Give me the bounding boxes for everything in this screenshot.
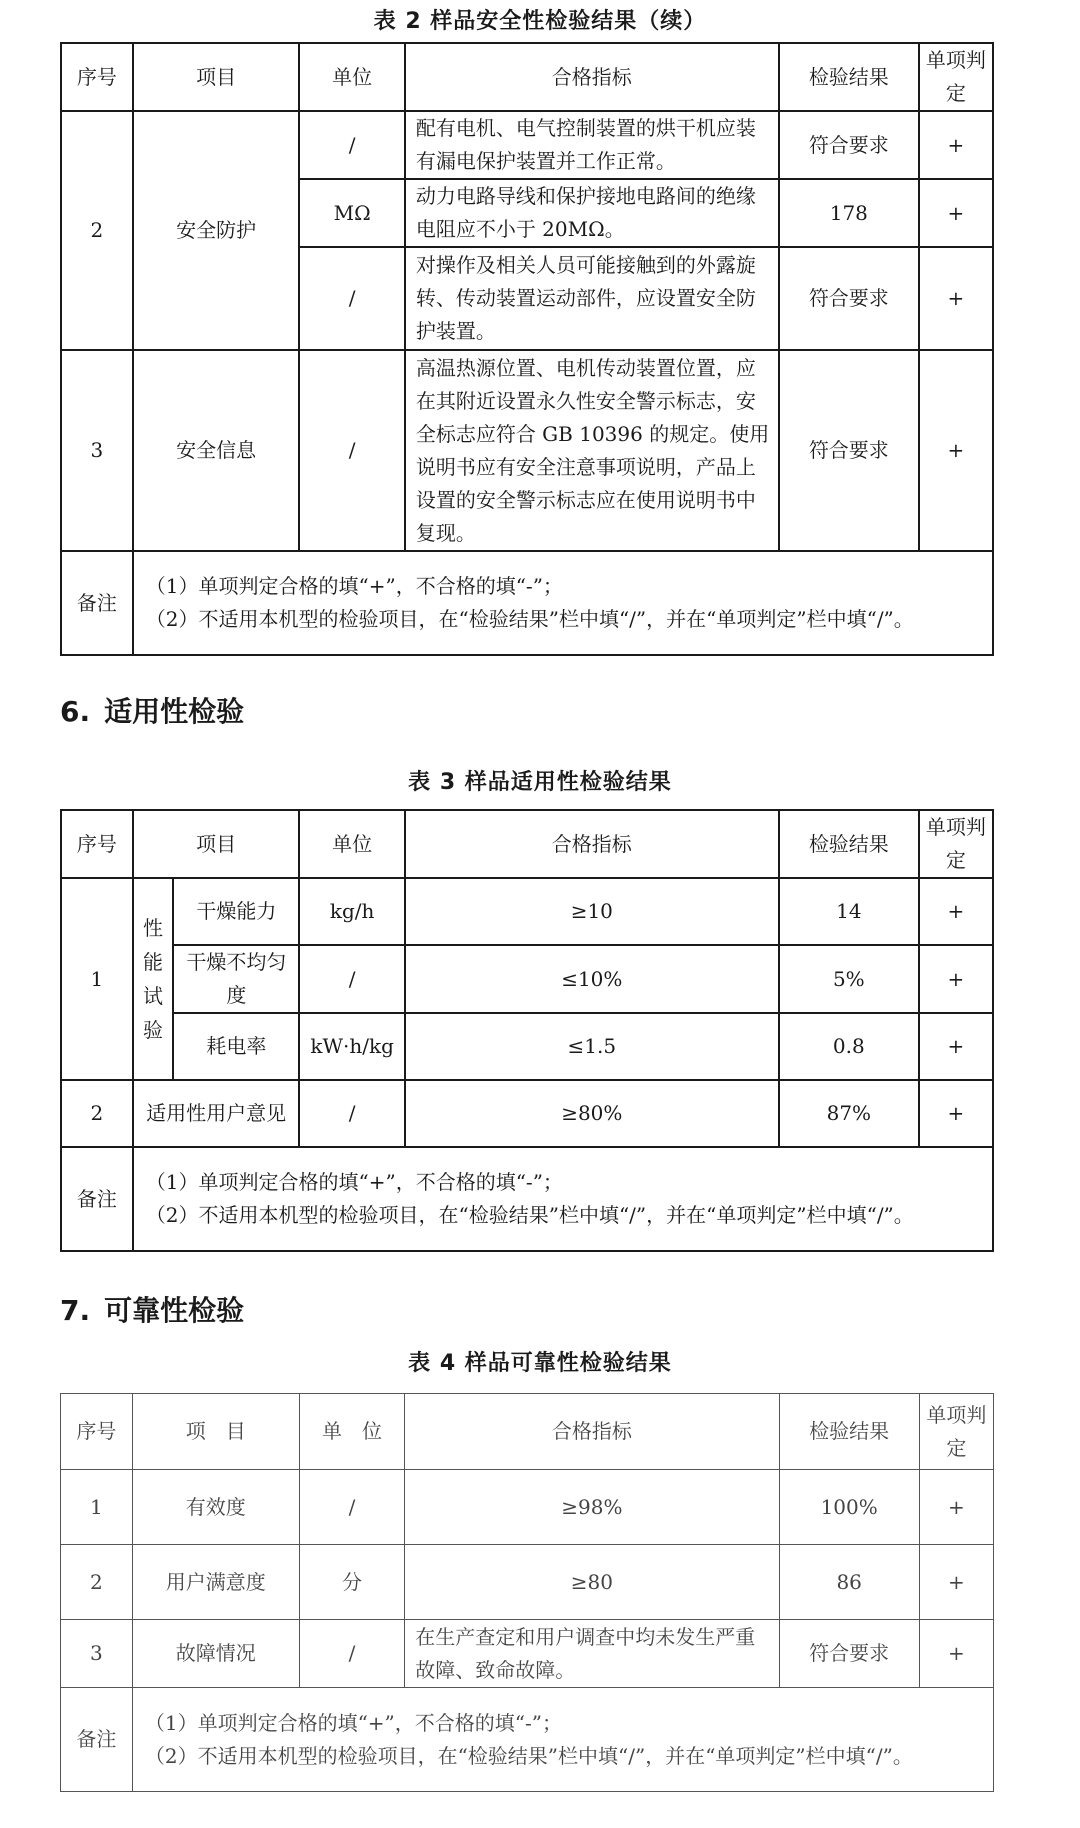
remark-label: 备注 [61,1147,133,1251]
cell-unit: / [299,1620,404,1688]
section-6-heading [60,690,244,730]
header-unit: 单位 [299,810,404,878]
cell-unit: / [299,350,404,551]
row-item: 用户满意度 [132,1545,299,1620]
header-item: 项目 [133,810,300,878]
cell-unit: kW·h/kg [299,1013,404,1080]
table-row [61,1620,994,1688]
cell-criterion: ≥98% [405,1470,779,1545]
table-row [61,1080,993,1147]
remark-line: （1）单项判定合格的填“+”，不合格的填“-”； [145,574,563,598]
table-row [61,1470,994,1545]
cell-item: 干燥不均匀度 [173,945,299,1013]
table-header-row [61,810,993,878]
cell-unit: / [299,1470,404,1545]
cell-judgement: + [919,878,993,945]
cell-judgement: + [919,945,993,1013]
cell-result: 符合要求 [779,350,919,551]
cell-judgement: + [919,1470,993,1545]
header-criterion: 合格指标 [405,1394,779,1470]
table-row [61,945,993,1013]
cell-judgement: + [919,1545,993,1620]
remark-line: （1）单项判定合格的填“+”，不合格的填“-”； [145,1170,563,1194]
header-result: 检验结果 [779,43,919,111]
remark-label: 备注 [61,1688,133,1792]
group-label: 性能试验 [133,878,174,1080]
header-item: 项目 [133,43,300,111]
cell-judgement: + [919,1620,993,1688]
cell-judgement: + [919,247,993,350]
header-no: 序号 [61,810,133,878]
remark-row [61,551,993,655]
cell-unit: / [299,247,404,350]
remark-label: 备注 [61,551,133,655]
header-result: 检验结果 [779,810,919,878]
row-no: 1 [61,878,133,1080]
row-no: 3 [61,1620,133,1688]
header-unit: 单位 [299,43,404,111]
header-unit: 单 位 [299,1394,404,1470]
cell-judgement: + [919,179,993,247]
cell-criterion: 对操作及相关人员可能接触到的外露旋转、传动装置运动部件，应设置安全防护装置。 [405,247,779,350]
table4-caption: 表 4 样品可靠性检验结果 [408,1351,672,1376]
row-item: 有效度 [132,1470,299,1545]
header-judgement: 单项判定 [919,810,993,878]
remark-line: （2）不适用本机型的检验项目，在“检验结果”栏中填“/”，并在“单项判定”栏中填“/”。 [144,1743,913,1768]
cell-unit: / [299,945,404,1013]
cell-result: 100% [779,1470,919,1545]
header-item: 项 目 [132,1394,299,1470]
header-no: 序号 [61,1394,133,1470]
cell-judgement: + [919,1013,993,1080]
cell-judgement: + [919,111,993,179]
remark-text [132,1688,993,1792]
suitability-results-table [60,809,994,1252]
row-item: 安全防护 [133,111,300,350]
cell-item: 适用性用户意见 [133,1080,300,1147]
cell-item: 干燥能力 [173,878,299,945]
cell-criterion: 动力电路导线和保护接地电路间的绝缘电阻应不小于 20MΩ。 [405,179,779,247]
section-title: 适用性检验 [104,695,245,728]
reliability-results-table [60,1393,994,1792]
remark-text [133,1147,993,1251]
table-row [61,1545,994,1620]
row-item: 安全信息 [133,350,300,551]
header-criterion: 合格指标 [405,810,779,878]
remark-line: （1）单项判定合格的填“+”，不合格的填“-”； [144,1710,562,1735]
cell-result: 符合要求 [779,111,919,179]
row-no: 2 [61,1545,133,1620]
cell-criterion: 在生产查定和用户调查中均未发生严重故障、致命故障。 [405,1620,779,1688]
cell-result: 5% [779,945,919,1013]
cell-result: 86 [779,1545,919,1620]
cell-judgement: + [919,1080,993,1147]
safety-results-table [60,42,994,656]
cell-result: 178 [779,179,919,247]
cell-unit: / [299,1080,404,1147]
table-header-row [61,1394,994,1470]
cell-result: 14 [779,878,919,945]
remark-row [61,1147,993,1251]
cell-criterion: 配有电机、电气控制装置的烘干机应装有漏电保护装置并工作正常。 [405,111,779,179]
table-row [61,111,993,179]
cell-result: 0.8 [779,1013,919,1080]
cell-result: 符合要求 [779,247,919,350]
remark-line: （2）不适用本机型的检验项目，在“检验结果”栏中填“/”，并在“单项判定”栏中填“/”。 [145,1203,914,1227]
cell-criterion: ≥80% [405,1080,779,1147]
cell-criterion: ≥10 [405,878,779,945]
cell-judgement: + [919,350,993,551]
section-title: 可靠性检验 [104,1294,245,1327]
row-item: 故障情况 [132,1620,299,1688]
remark-line: （2）不适用本机型的检验项目，在“检验结果”栏中填“/”，并在“单项判定”栏中填“/”。 [145,607,914,631]
table-row [61,878,993,945]
cell-unit: 分 [299,1545,404,1620]
row-no: 2 [61,111,133,350]
cell-unit: / [299,111,404,179]
row-no: 2 [61,1080,133,1147]
table3-caption: 表 3 样品适用性检验结果 [408,770,672,795]
cell-result: 符合要求 [779,1620,919,1688]
cell-unit: kg/h [299,878,404,945]
row-no: 1 [61,1470,133,1545]
section-number: 6. [60,695,91,728]
cell-criterion: 高温热源位置、电机传动装置位置，应在其附近设置永久性安全警示标志，安全标志应符合 GB 10396 的规定。使用说明书应有安全注意事项说明，产品上设置的安全警示标志应在使用说明书中复现。 [405,350,779,551]
header-criterion: 合格指标 [405,43,779,111]
cell-criterion: ≤1.5 [405,1013,779,1080]
table-row [61,1013,993,1080]
table-header-row [61,43,993,111]
remark-text [133,551,993,655]
header-judgement: 单项判定 [919,43,993,111]
header-result: 检验结果 [779,1394,919,1470]
section-7-heading [60,1289,244,1329]
table-row [61,350,993,551]
header-judgement: 单项判定 [919,1394,993,1470]
cell-item: 耗电率 [173,1013,299,1080]
cell-criterion: ≥80 [405,1545,779,1620]
remark-row [61,1688,994,1792]
table2-caption: 表 2 样品安全性检验结果（续） [373,9,707,34]
row-no: 3 [61,350,133,551]
section-number: 7. [60,1294,91,1327]
cell-result: 87% [779,1080,919,1147]
header-no: 序号 [61,43,133,111]
cell-unit: MΩ [299,179,404,247]
cell-criterion: ≤10% [405,945,779,1013]
